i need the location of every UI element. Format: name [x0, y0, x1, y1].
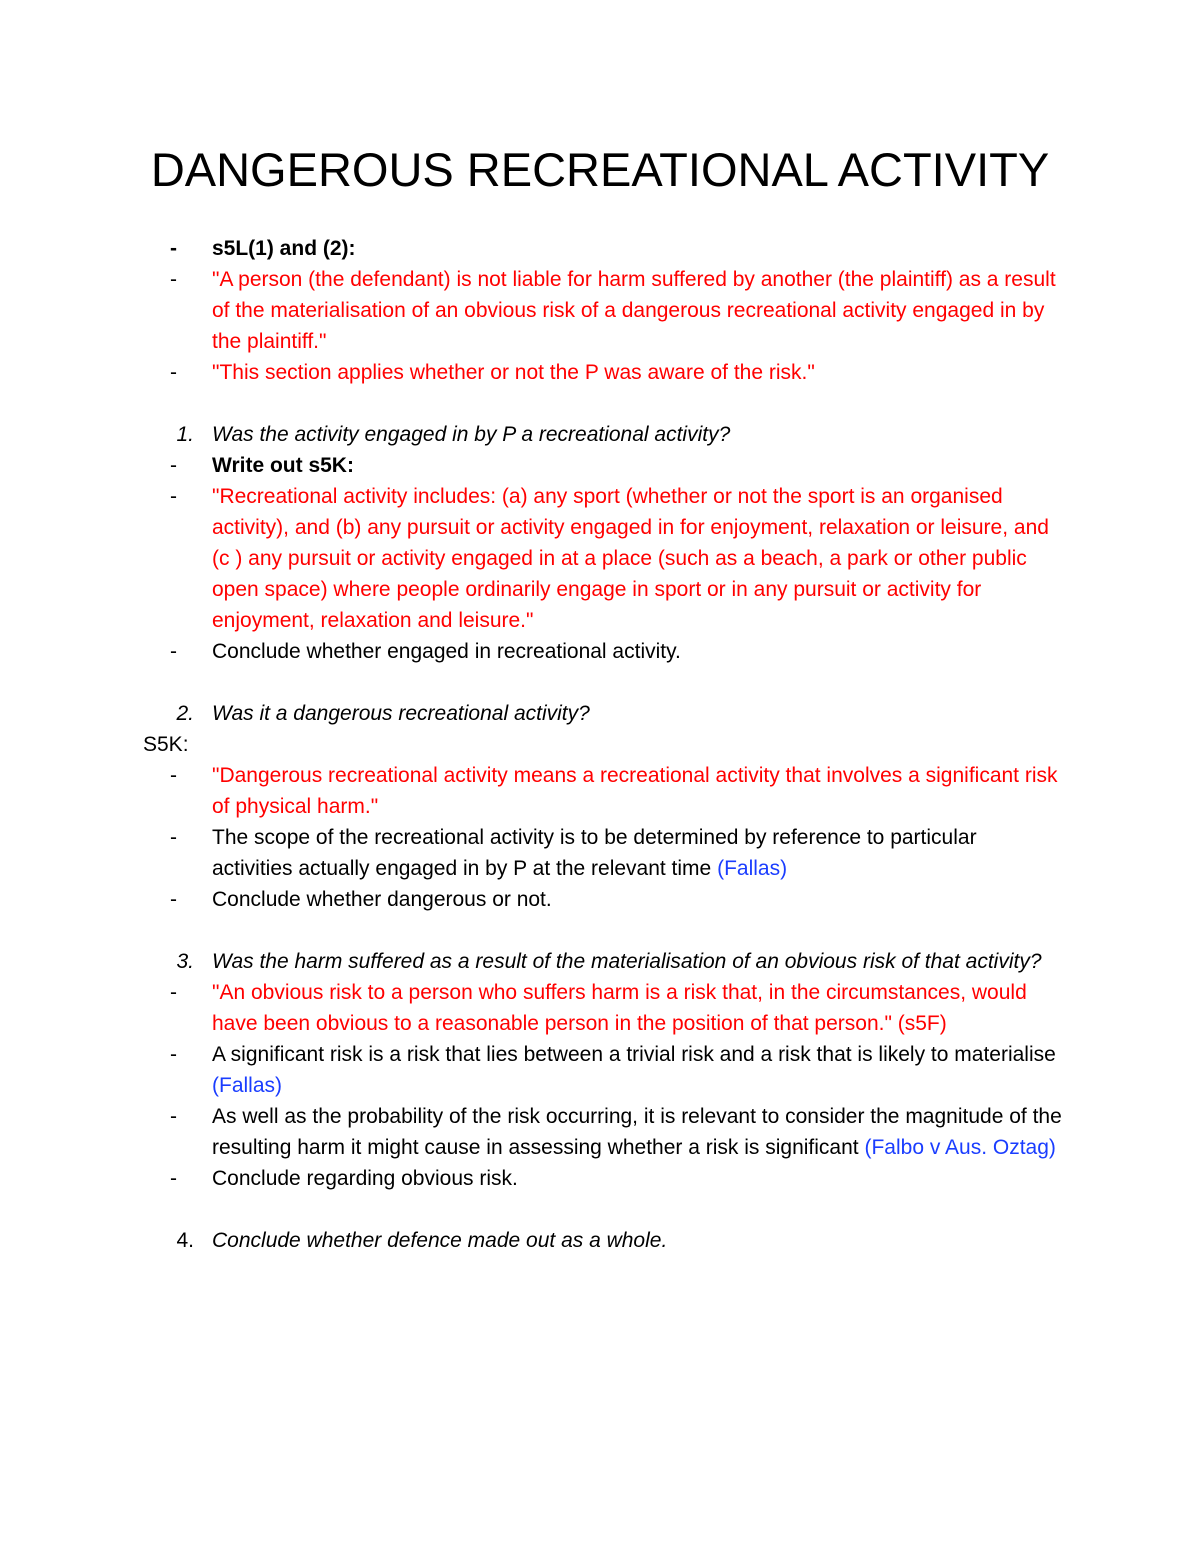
section-label — [0, 729, 1200, 760]
list-item — [0, 822, 1200, 884]
page-title: DANGEROUS RECREATIONAL ACTIVITY — [150, 143, 1050, 196]
list-item — [0, 233, 1200, 264]
list-item — [0, 1039, 1200, 1101]
statute-quote: "Dangerous recreational activity means a recreational activity that involves a significant risk of physical harm." — [212, 764, 1058, 818]
list-item-text — [212, 1101, 1062, 1163]
dash-bullet: - — [170, 981, 177, 1004]
statute-quote: "A person (the defendant) is not liable for harm suffered by another (the plaintiff) as a result of the materialisation of an obvious risk of a dangerous recreational activity engaged in by the plaintiff." — [212, 268, 1056, 353]
dash-bullet: - — [170, 454, 177, 477]
list-item — [0, 1163, 1200, 1194]
list-item — [0, 357, 1200, 388]
statute-quote: "This section applies whether or not the P was aware of the risk." — [212, 361, 815, 384]
numbered-question — [0, 946, 1200, 977]
dash-bullet: - — [170, 237, 177, 260]
list-item-text — [212, 1039, 1062, 1101]
list-item — [0, 977, 1200, 1039]
dash-bullet: - — [170, 268, 177, 291]
dash-bullet: - — [170, 361, 177, 384]
question-text: Was the activity engaged in by P a recreational activity? — [212, 423, 731, 446]
section-heading: s5L(1) and (2): — [212, 237, 356, 260]
document-body — [0, 233, 1200, 1256]
numbered-question — [0, 1225, 1200, 1256]
question-number: 3. — [176, 950, 194, 973]
question-number: 1. — [176, 423, 194, 446]
dash-bullet: - — [170, 1043, 177, 1066]
list-item-text — [212, 822, 1062, 884]
dash-bullet: - — [170, 485, 177, 508]
scope-text: The scope of the recreational activity is to be determined by reference to particular activities actually engaged in by P at the relevant time — [212, 826, 977, 880]
list-item — [0, 450, 1200, 481]
section-heading: Write out s5K: — [212, 454, 354, 477]
significant-text: A significant risk is a risk that lies between a trivial risk and a risk that is likely to materialise — [212, 1043, 1056, 1066]
list-item — [0, 636, 1200, 667]
conclusion-text: Conclude regarding obvious risk. — [212, 1167, 518, 1190]
question-text: Was the harm suffered as a result of the materialisation of an obvious risk of that activity? — [212, 950, 1042, 973]
case-citation: (Fallas) — [212, 1074, 283, 1097]
list-item — [0, 264, 1200, 357]
case-citation: (Fallas) — [717, 857, 788, 880]
numbered-question — [0, 419, 1200, 450]
case-citation: (Falbo v Aus. Oztag) — [864, 1136, 1056, 1159]
dash-bullet: - — [170, 640, 177, 663]
list-item — [0, 760, 1200, 822]
question-number: 2. — [176, 702, 194, 725]
numbered-question — [0, 698, 1200, 729]
magnitude-text: As well as the probability of the risk occurring, it is relevant to consider the magnitude of the resulting harm it might cause in assessing whether a risk is significant — [212, 1105, 1062, 1159]
dash-bullet: - — [170, 888, 177, 911]
question-text: Conclude whether defence made out as a whole. — [212, 1229, 668, 1252]
statute-quote: "An obvious risk to a person who suffers harm is a risk that, in the circumstances, would have been obvious to a reasonable person in the position of that person." (s5F) — [212, 981, 1027, 1035]
dash-bullet: - — [170, 1167, 177, 1190]
dash-bullet: - — [170, 1105, 177, 1128]
dash-bullet: - — [170, 826, 177, 849]
statute-quote: "Recreational activity includes: (a) any sport (whether or not the sport is an organised activity), and (b) any pursuit or activity engaged in for enjoyment, relaxation or leisure, and (c ) any pursuit or activity engaged in at a place (such as a beach, a park or other public open space) where people ordinarily engage in sport or in any pursuit or activity for enjoyment, relaxation and leisure." — [212, 485, 1049, 632]
list-item — [0, 1101, 1200, 1163]
list-item — [0, 884, 1200, 915]
conclusion-text: Conclude whether dangerous or not. — [212, 888, 552, 911]
conclusion-text: Conclude whether engaged in recreational activity. — [212, 640, 681, 663]
dash-bullet: - — [170, 764, 177, 787]
question-number: 4. — [176, 1229, 194, 1252]
list-item — [0, 481, 1200, 636]
section-label-text: S5K: — [143, 733, 189, 756]
question-text: Was it a dangerous recreational activity? — [212, 702, 590, 725]
